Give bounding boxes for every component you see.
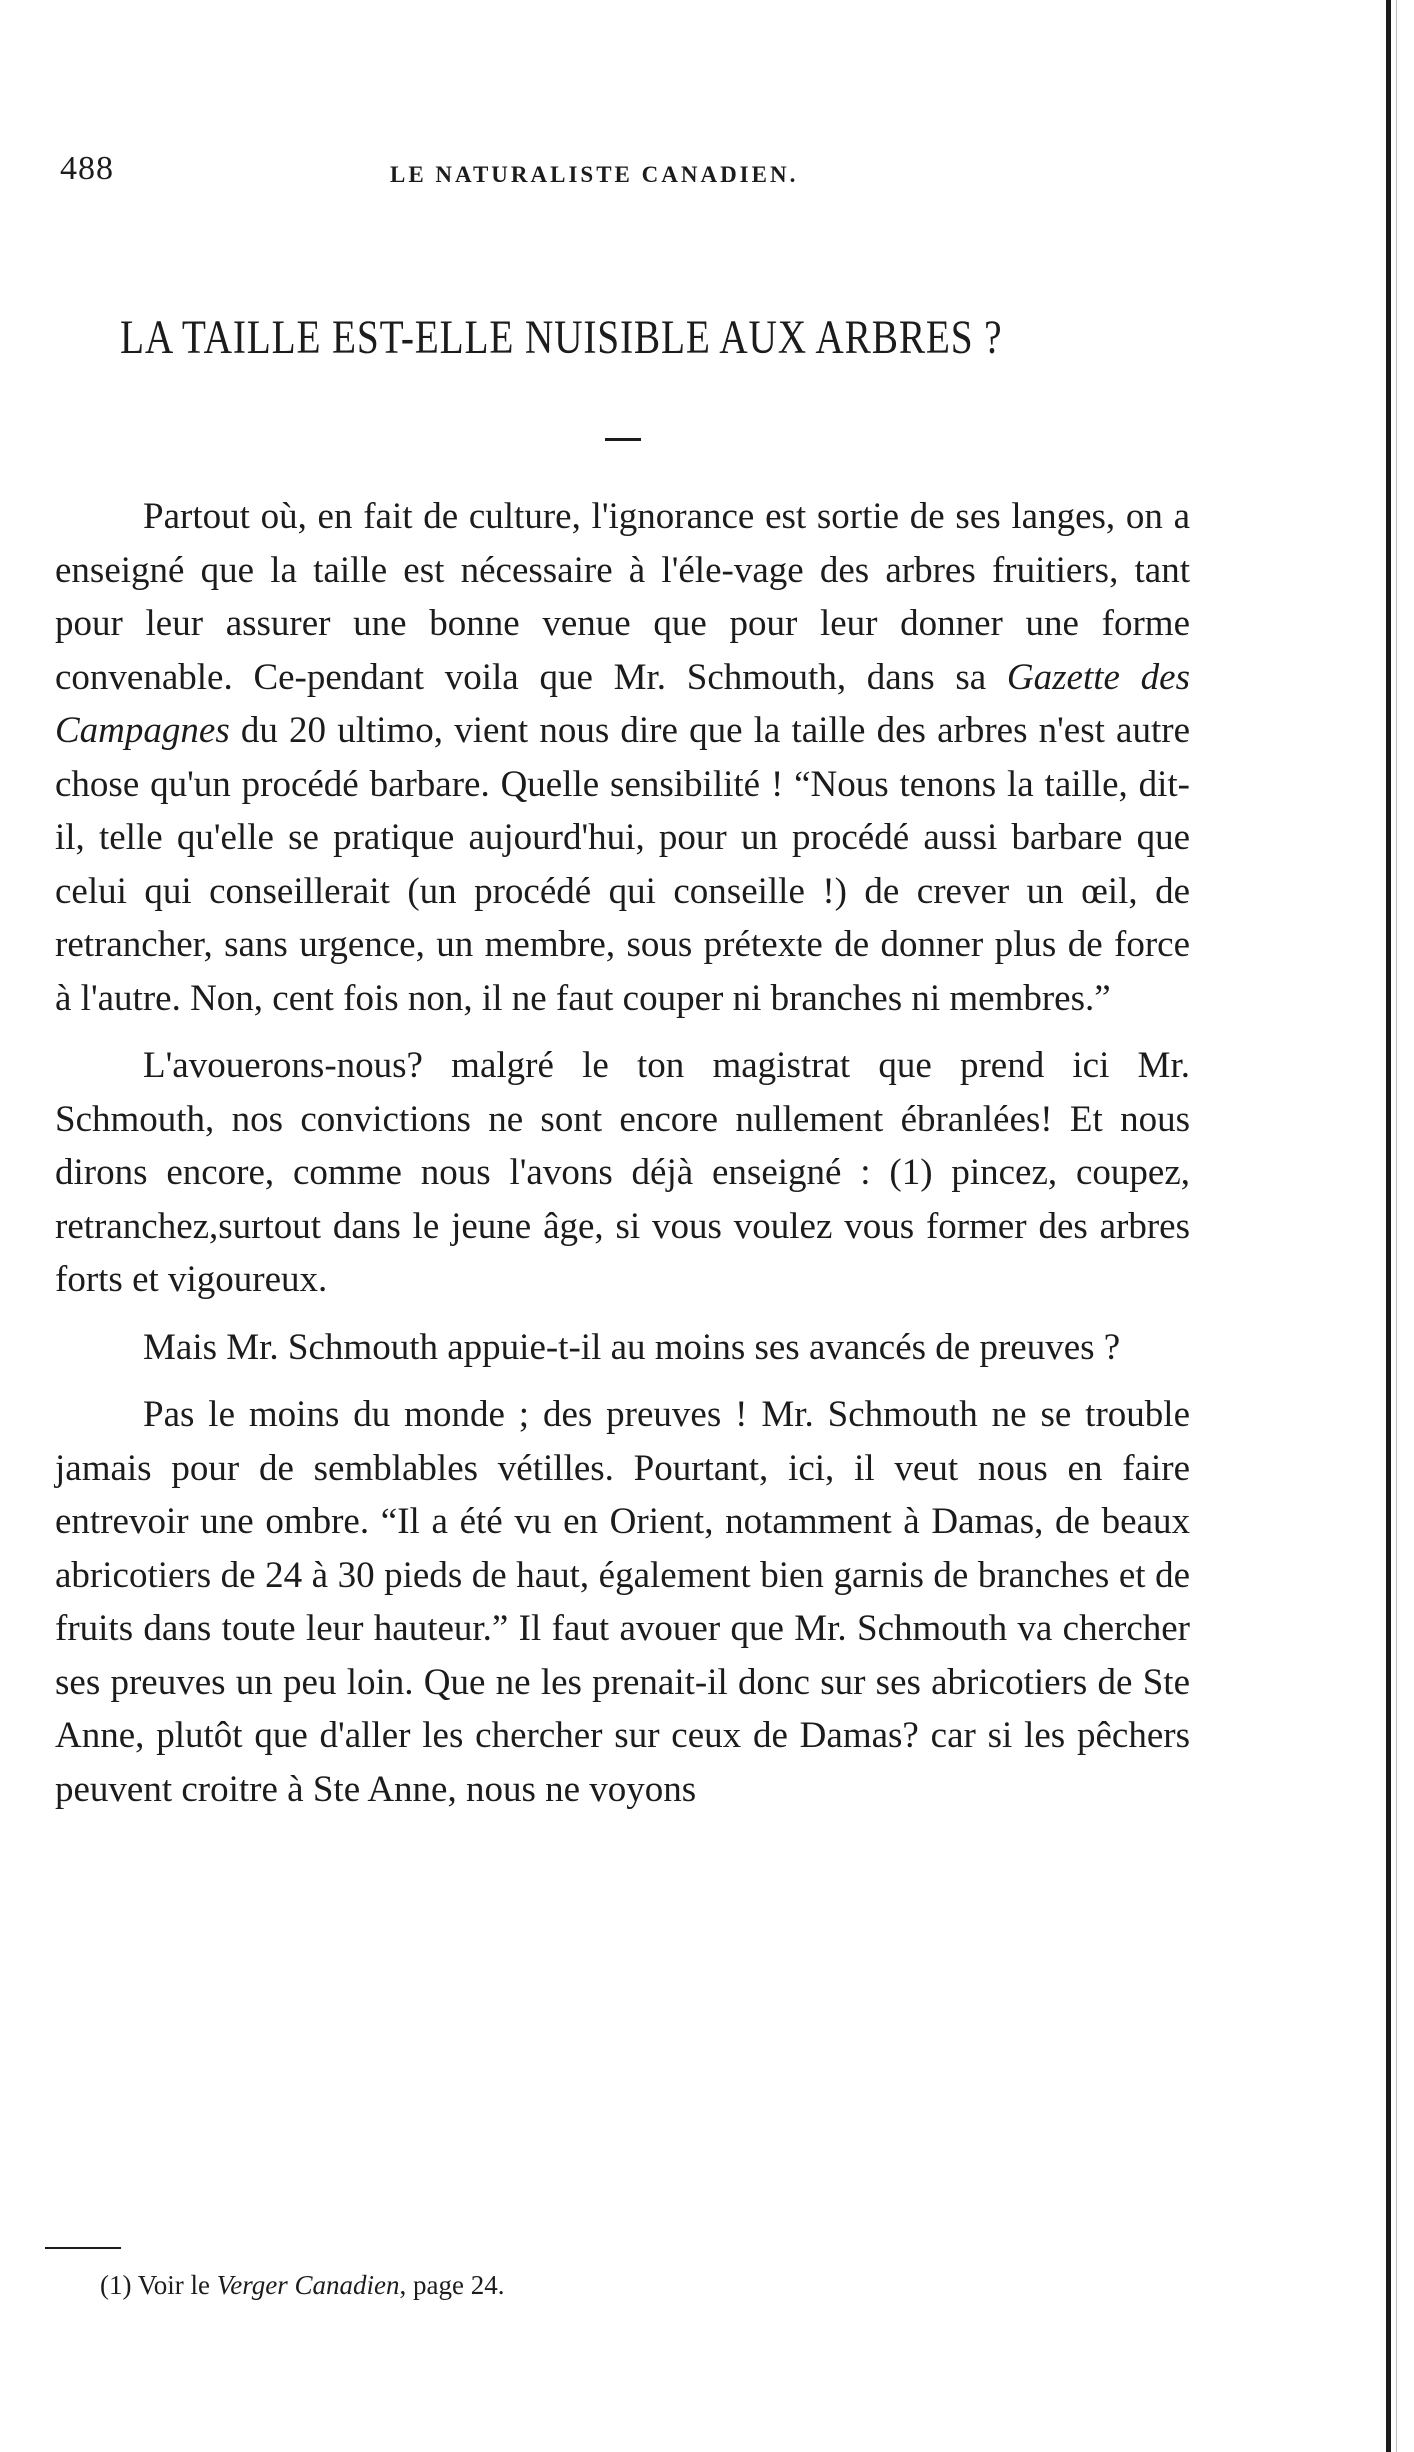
footnote-marker: (1) Voir le bbox=[100, 2270, 217, 2300]
paragraph-3: Mais Mr. Schmouth appuie-t-il au moins ses avancés de preuves ? bbox=[143, 1326, 1121, 1368]
running-head bbox=[60, 150, 1190, 200]
page-number: 488 bbox=[60, 150, 114, 187]
footnote bbox=[100, 2270, 504, 2301]
paragraph-1-italic-title: Gazette des Campagnes bbox=[55, 656, 1190, 751]
footnote-page: , page 24. bbox=[399, 2270, 505, 2300]
footnote-rule bbox=[45, 2247, 121, 2249]
footnote-italic-title: Verger Canadien bbox=[216, 2270, 400, 2300]
page-edge-thin-rule bbox=[1396, 0, 1397, 2452]
paragraph-1-text-b: du 20 ultimo, vient nous dire que la taille des arbres n'est autre chose qu'un procédé barbare. Quelle sensibilité ! “Nous tenons la taille, dit-il, telle qu'elle se pratique aujourd'hui, pour un procédé aussi barbare que celui qui conseillerait (un procédé qui conseille !) de crever un œil, de retrancher, sans urgence, un membre, sous prétexte de donner plus de force à l'autre. Non, cent fois non, il ne faut couper ni branches ni membres.” bbox=[55, 710, 1190, 1019]
paragraph-1 bbox=[55, 490, 1190, 1025]
paragraph-4: Pas le moins du monde ; des preuves ! Mr. Schmouth ne se trouble jamais pour de semblables vétilles. Pourtant, ici, il veut nous en faire entrevoir une ombre. “Il a été vu en Orient, notamment à Damas, de beaux abricotiers de 24 à 30 pieds de haut, également bien garnis de branches et de fruits dans toute leur hauteur.” Il faut avouer que Mr. Schmouth va chercher ses preuves un peu loin. Que ne les prenait-il donc sur ses abricotiers de Ste Anne, plutôt que d'aller les chercher sur ceux de Damas? car si les pêchers peuvent croitre à Ste Anne, nous ne voyons bbox=[55, 1394, 1190, 1810]
title-separator-dash bbox=[605, 438, 641, 441]
paragraph-2: L'avouerons-nous? malgré le ton magistrat que prend ici Mr. Schmouth, nos convictions ne sont encore nullement ébranlées! Et nous dirons encore, comme nous l'avons déjà enseigné : (1) pincez, coupez, retranchez,surtout dans le jeune âge, si vous voulez vous former des arbres forts et vigoureux. bbox=[55, 1045, 1190, 1300]
page-edge-rule bbox=[1386, 0, 1391, 2452]
paragraph-1-text-a: Partout où, en fait de culture, l'ignorance est sortie de ses langes, on a enseigné que la taille est nécessaire à l'éle-vage des arbres fruitiers, tant pour leur assurer une bonne venue que pour leur donner une forme convenable. Ce-pendant voila que Mr. Schmouth, dans sa bbox=[55, 496, 1190, 698]
article-body bbox=[55, 490, 1190, 1830]
journal-title: LE NATURALISTE CANADIEN. bbox=[390, 162, 799, 187]
article-title: LA TAILLE EST-ELLE NUISIBLE AUX ARBRES ? bbox=[120, 311, 1003, 364]
